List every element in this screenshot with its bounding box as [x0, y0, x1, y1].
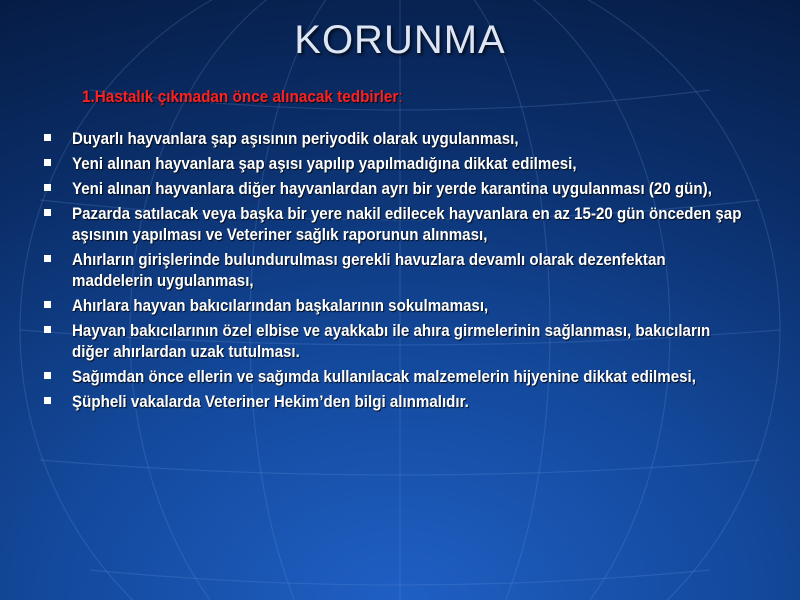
square-bullet-icon	[44, 159, 51, 166]
bullet-item: Ahırların girişlerinde bulundurulması gerekli havuzlara devamlı olarak dezenfektan maddelerin uygulanması,	[42, 249, 782, 291]
square-bullet-icon	[44, 134, 51, 141]
square-bullet-icon	[44, 255, 51, 262]
bullet-item: Ahırlara hayvan bakıcılarından başkalarının sokulmaması,	[42, 295, 782, 316]
bullet-item: Pazarda satılacak veya başka bir yere nakil edilecek hayvanlara en az 15-20 gün önceden şap aşısının yapılması ve Veteriner sağlık raporunun alınması,	[42, 203, 782, 245]
bullet-item: Şüpheli vakalarda Veteriner Hekim’den bilgi alınmalıdır.	[42, 391, 782, 412]
slide-subtitle	[82, 87, 403, 107]
slide-title: KORUNMA	[294, 18, 506, 62]
square-bullet-icon	[44, 209, 51, 216]
bullet-item: Yeni alınan hayvanlara diğer hayvanlardan ayrı bir yerde karantina uygulanması (20 gün),	[42, 178, 782, 199]
bullet-item: Yeni alınan hayvanlara şap aşısı yapılıp yapılmadığına dikkat edilmesi,	[42, 153, 782, 174]
square-bullet-icon	[44, 301, 51, 308]
bullet-item: Sağımdan önce ellerin ve sağımda kullanılacak malzemelerin hijyenine dikkat edilmesi,	[42, 366, 782, 387]
square-bullet-icon	[44, 397, 51, 404]
bullet-item: Duyarlı hayvanlara şap aşısının periyodik olarak uygulanması,	[42, 128, 782, 149]
square-bullet-icon	[44, 326, 51, 333]
slide-subtitle-colon: :	[398, 87, 403, 106]
bullet-list	[42, 128, 782, 416]
square-bullet-icon	[44, 372, 51, 379]
square-bullet-icon	[44, 184, 51, 191]
slide-subtitle-text: 1.Hastalık çıkmadan önce alınacak tedbirler	[82, 87, 399, 106]
bullet-item: Hayvan bakıcılarının özel elbise ve ayakkabı ile ahıra girmelerinin sağlanması, bakıcıların diğer ahırlardan uzak tutulması.	[42, 320, 782, 362]
